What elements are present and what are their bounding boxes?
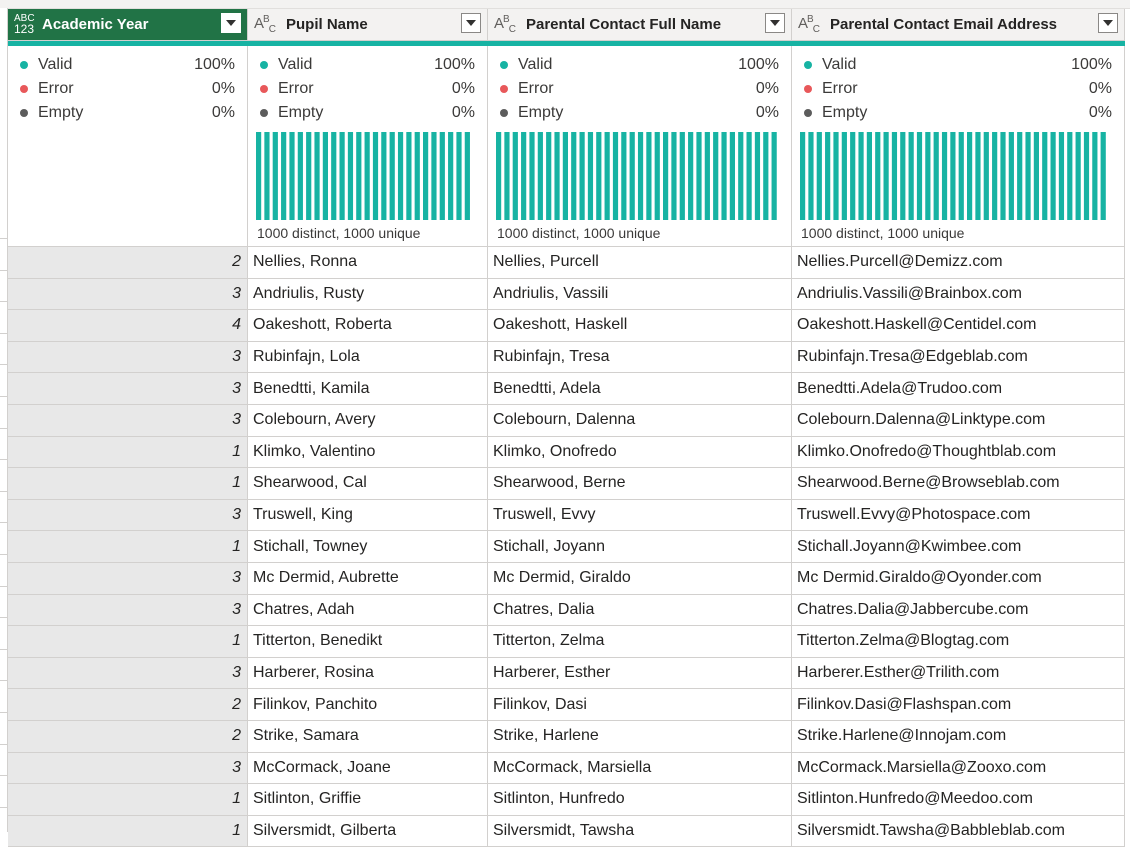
histogram-bar[interactable] bbox=[448, 132, 453, 220]
column-title: Academic Year bbox=[42, 16, 149, 33]
histogram-bar[interactable] bbox=[314, 132, 319, 220]
stat-error: Error 0% bbox=[20, 77, 235, 101]
table-cell[interactable]: Rubinfajn.Tresa@Edgeblab.com bbox=[792, 342, 1125, 374]
histogram-bar[interactable] bbox=[1017, 132, 1022, 220]
gutter-tick bbox=[0, 680, 7, 681]
table-cell[interactable]: McCormack, Marsiella bbox=[488, 753, 792, 785]
histogram-bar[interactable] bbox=[1009, 132, 1014, 220]
histogram-bar[interactable] bbox=[825, 132, 830, 220]
table-cell[interactable]: Andriulis, Vassili bbox=[488, 279, 792, 311]
table-cell[interactable]: Colebourn, Dalenna bbox=[488, 405, 792, 437]
table-cell[interactable]: Harberer, Rosina bbox=[248, 658, 488, 690]
histogram-bar[interactable] bbox=[521, 132, 526, 220]
table-cell[interactable]: Sitlinton, Griffie bbox=[248, 784, 488, 816]
chevron-down-icon bbox=[770, 20, 780, 26]
table-cell[interactable]: Silversmidt, Tawsha bbox=[488, 816, 792, 847]
histogram-bar[interactable] bbox=[1067, 132, 1072, 220]
histogram-bar[interactable] bbox=[1084, 132, 1089, 220]
table-cell[interactable]: McCormack.Marsiella@Zooxo.com bbox=[792, 753, 1125, 785]
table-cell[interactable]: Chatres.Dalia@Jabbercube.com bbox=[792, 595, 1125, 627]
gutter-tick bbox=[0, 554, 7, 555]
histogram-bar[interactable] bbox=[621, 132, 626, 220]
empty-dot-icon bbox=[260, 109, 268, 117]
histogram-bar[interactable] bbox=[373, 132, 378, 220]
histogram-bar[interactable] bbox=[306, 132, 311, 220]
histogram-bar[interactable] bbox=[663, 132, 668, 220]
histogram-bar[interactable] bbox=[588, 132, 593, 220]
table-cell[interactable]: Nellies, Purcell bbox=[488, 247, 792, 279]
error-dot-icon bbox=[500, 85, 508, 93]
table-cell[interactable]: 3 bbox=[8, 342, 248, 374]
column-profile bbox=[792, 46, 1125, 247]
column-academic-year bbox=[8, 9, 248, 847]
column-profile bbox=[8, 46, 248, 247]
histogram-bar[interactable] bbox=[390, 132, 395, 220]
table-cell[interactable]: Strike, Harlene bbox=[488, 721, 792, 753]
histogram-bar[interactable] bbox=[950, 132, 955, 220]
histogram-bar[interactable] bbox=[808, 132, 813, 220]
table-cell[interactable]: Silversmidt.Tawsha@Babbleblab.com bbox=[792, 816, 1125, 847]
gutter-tick bbox=[0, 459, 7, 460]
column-title: Pupil Name bbox=[286, 16, 368, 33]
gutter-tick bbox=[0, 775, 7, 776]
gutter-tick bbox=[0, 522, 7, 523]
filter-dropdown-button[interactable] bbox=[1098, 13, 1118, 33]
table-cell[interactable]: Sitlinton.Hunfredo@Meedoo.com bbox=[792, 784, 1125, 816]
distinct-count: 1000 distinct, 1000 unique bbox=[801, 225, 965, 241]
table-cell[interactable]: McCormack, Joane bbox=[248, 753, 488, 785]
histogram-bar[interactable] bbox=[755, 132, 760, 220]
table-cell[interactable]: Andriulis, Rusty bbox=[248, 279, 488, 311]
table-cell[interactable]: Colebourn.Dalenna@Linktype.com bbox=[792, 405, 1125, 437]
table-cell[interactable]: Rubinfajn, Tresa bbox=[488, 342, 792, 374]
table-cell[interactable]: 1 bbox=[8, 531, 248, 563]
table-cell[interactable]: Shearwood, Cal bbox=[248, 468, 488, 500]
table-cell[interactable]: 2 bbox=[8, 689, 248, 721]
empty-dot-icon bbox=[804, 109, 812, 117]
histogram-bar[interactable] bbox=[1042, 132, 1047, 220]
histogram-bar[interactable] bbox=[638, 132, 643, 220]
any-type-icon[interactable]: ABC 123 bbox=[14, 13, 35, 36]
histogram-bar[interactable] bbox=[646, 132, 651, 220]
histogram-bar[interactable] bbox=[1025, 132, 1030, 220]
error-dot-icon bbox=[20, 85, 28, 93]
column-title: Parental Contact Email Address bbox=[830, 16, 1058, 33]
histogram-bar[interactable] bbox=[747, 132, 752, 220]
column-parental-contact-full-name bbox=[488, 9, 792, 847]
histogram-bar[interactable] bbox=[721, 132, 726, 220]
table-cell[interactable]: 3 bbox=[8, 405, 248, 437]
filter-dropdown-button[interactable] bbox=[461, 13, 481, 33]
histogram-bar[interactable] bbox=[323, 132, 328, 220]
table-cell[interactable]: Strike, Samara bbox=[248, 721, 488, 753]
table-cell[interactable]: Filinkov.Dasi@Flashspan.com bbox=[792, 689, 1125, 721]
histogram-bar[interactable] bbox=[680, 132, 685, 220]
stat-valid: Valid 100% bbox=[804, 53, 1112, 77]
table-cell[interactable]: Rubinfajn, Lola bbox=[248, 342, 488, 374]
row-gutter bbox=[0, 8, 8, 832]
column-profile bbox=[488, 46, 792, 247]
stat-empty: Empty 0% bbox=[500, 101, 779, 125]
histogram-bar[interactable] bbox=[431, 132, 436, 220]
column-profile bbox=[248, 46, 488, 247]
gutter-tick bbox=[0, 586, 7, 587]
table-cell[interactable]: 2 bbox=[8, 247, 248, 279]
table-cell[interactable]: Benedtti, Adela bbox=[488, 373, 792, 405]
histogram-bar[interactable] bbox=[1034, 132, 1039, 220]
table-cell[interactable]: Filinkov, Panchito bbox=[248, 689, 488, 721]
table-cell[interactable]: 3 bbox=[8, 500, 248, 532]
table-cell[interactable]: Shearwood, Berne bbox=[488, 468, 792, 500]
table-cell[interactable]: 3 bbox=[8, 279, 248, 311]
table-cell[interactable]: Colebourn, Avery bbox=[248, 405, 488, 437]
table-cell[interactable]: 1 bbox=[8, 437, 248, 469]
histogram-bar[interactable] bbox=[1092, 132, 1097, 220]
histogram-bar[interactable] bbox=[925, 132, 930, 220]
chevron-down-icon bbox=[466, 20, 476, 26]
stat-valid: Valid 100% bbox=[20, 53, 235, 77]
histogram-bar[interactable] bbox=[850, 132, 855, 220]
histogram-bar[interactable] bbox=[465, 132, 470, 220]
table-cell[interactable]: 1 bbox=[8, 816, 248, 847]
gutter-tick bbox=[0, 428, 7, 429]
histogram-bar[interactable] bbox=[867, 132, 872, 220]
histogram-bar[interactable] bbox=[705, 132, 710, 220]
histogram-bar[interactable] bbox=[884, 132, 889, 220]
table-cell[interactable]: 2 bbox=[8, 721, 248, 753]
histogram-bar[interactable] bbox=[596, 132, 601, 220]
histogram-bar[interactable] bbox=[1000, 132, 1005, 220]
chevron-down-icon bbox=[226, 20, 236, 26]
histogram-bar[interactable] bbox=[546, 132, 551, 220]
column-header-pupil-name[interactable] bbox=[248, 9, 488, 41]
table-cell[interactable]: Mc Dermid, Aubrette bbox=[248, 563, 488, 595]
gutter-tick bbox=[0, 333, 7, 334]
table-cell[interactable]: 3 bbox=[8, 563, 248, 595]
histogram-bar[interactable] bbox=[984, 132, 989, 220]
table-cell[interactable]: Mc Dermid, Giraldo bbox=[488, 563, 792, 595]
column-header-parental-contact-full-name[interactable] bbox=[488, 9, 792, 41]
histogram-bar[interactable] bbox=[289, 132, 294, 220]
histogram-bar[interactable] bbox=[563, 132, 568, 220]
stat-empty: Empty 0% bbox=[804, 101, 1112, 125]
histogram-bar[interactable] bbox=[817, 132, 822, 220]
histogram-bar[interactable] bbox=[504, 132, 509, 220]
table-cell[interactable]: Sitlinton, Hunfredo bbox=[488, 784, 792, 816]
histogram-bar[interactable] bbox=[356, 132, 361, 220]
histogram-bar[interactable] bbox=[909, 132, 914, 220]
histogram-bar[interactable] bbox=[671, 132, 676, 220]
valid-dot-icon bbox=[500, 61, 508, 69]
gutter-tick bbox=[0, 617, 7, 618]
histogram-bar[interactable] bbox=[763, 132, 768, 220]
gutter-tick bbox=[0, 301, 7, 302]
histogram-bar[interactable] bbox=[772, 132, 777, 220]
table-cell[interactable]: Titterton, Benedikt bbox=[248, 626, 488, 658]
histogram-bar[interactable] bbox=[713, 132, 718, 220]
column-values bbox=[488, 247, 792, 847]
histogram-bar[interactable] bbox=[1101, 132, 1106, 220]
histogram-bar[interactable] bbox=[580, 132, 585, 220]
histogram-bar[interactable] bbox=[959, 132, 964, 220]
table-cell[interactable]: Andriulis.Vassili@Brainbox.com bbox=[792, 279, 1125, 311]
histogram-bar[interactable] bbox=[975, 132, 980, 220]
histogram-bar[interactable] bbox=[934, 132, 939, 220]
histogram-bar[interactable] bbox=[281, 132, 286, 220]
column-parental-contact-email-address bbox=[792, 9, 1125, 847]
histogram-bar[interactable] bbox=[696, 132, 701, 220]
histogram-bar[interactable] bbox=[730, 132, 735, 220]
table-cell[interactable]: Stichall, Joyann bbox=[488, 531, 792, 563]
table-cell[interactable]: Oakeshott.Haskell@Centidel.com bbox=[792, 310, 1125, 342]
histogram-bar[interactable] bbox=[415, 132, 420, 220]
column-values bbox=[8, 247, 248, 847]
gutter-tick bbox=[0, 396, 7, 397]
table-cell[interactable]: 4 bbox=[8, 310, 248, 342]
column-header-academic-year[interactable] bbox=[8, 9, 248, 41]
table-cell[interactable]: Mc Dermid.Giraldo@Oyonder.com bbox=[792, 563, 1125, 595]
gutter-tick bbox=[0, 744, 7, 745]
column-values bbox=[792, 247, 1125, 847]
stat-empty: Empty 0% bbox=[20, 101, 235, 125]
histogram-bar[interactable] bbox=[630, 132, 635, 220]
table-cell[interactable]: Truswell, Evvy bbox=[488, 500, 792, 532]
valid-dot-icon bbox=[260, 61, 268, 69]
table-cell[interactable]: Truswell.Evvy@Photospace.com bbox=[792, 500, 1125, 532]
gutter-tick bbox=[0, 649, 7, 650]
stat-error: Error 0% bbox=[804, 77, 1112, 101]
gutter-tick bbox=[0, 238, 7, 239]
distribution-histogram[interactable] bbox=[496, 132, 784, 220]
histogram-bar[interactable] bbox=[273, 132, 278, 220]
histogram-bar[interactable] bbox=[992, 132, 997, 220]
table-cell[interactable]: Nellies, Ronna bbox=[248, 247, 488, 279]
table-cell[interactable]: 1 bbox=[8, 468, 248, 500]
histogram-bar[interactable] bbox=[967, 132, 972, 220]
table-cell[interactable]: Nellies.Purcell@Demizz.com bbox=[792, 247, 1125, 279]
histogram-bar[interactable] bbox=[365, 132, 370, 220]
table-cell[interactable]: Filinkov, Dasi bbox=[488, 689, 792, 721]
distribution-histogram[interactable] bbox=[800, 132, 1112, 220]
histogram-bar[interactable] bbox=[800, 132, 805, 220]
table-cell[interactable]: Klimko, Valentino bbox=[248, 437, 488, 469]
gutter-tick bbox=[0, 364, 7, 365]
table-cell[interactable]: Oakeshott, Roberta bbox=[248, 310, 488, 342]
histogram-bar[interactable] bbox=[1051, 132, 1056, 220]
column-title: Parental Contact Full Name bbox=[526, 16, 722, 33]
histogram-bar[interactable] bbox=[529, 132, 534, 220]
table-cell[interactable]: Chatres, Dalia bbox=[488, 595, 792, 627]
text-type-icon[interactable]: $A^B_C$ bbox=[254, 13, 275, 35]
histogram-bar[interactable] bbox=[842, 132, 847, 220]
distribution-histogram[interactable] bbox=[256, 132, 480, 220]
error-dot-icon bbox=[260, 85, 268, 93]
histogram-bar[interactable] bbox=[348, 132, 353, 220]
histogram-bar[interactable] bbox=[738, 132, 743, 220]
table-cell[interactable]: Chatres, Adah bbox=[248, 595, 488, 627]
table-cell[interactable]: Titterton.Zelma@Blogtag.com bbox=[792, 626, 1125, 658]
table-cell[interactable]: 3 bbox=[8, 373, 248, 405]
table-cell[interactable]: Benedtti, Kamila bbox=[248, 373, 488, 405]
stat-valid: Valid 100% bbox=[260, 53, 475, 77]
histogram-bar[interactable] bbox=[917, 132, 922, 220]
table-cell[interactable]: Harberer.Esther@Trilith.com bbox=[792, 658, 1125, 690]
stat-empty: Empty 0% bbox=[260, 101, 475, 125]
histogram-bar[interactable] bbox=[688, 132, 693, 220]
histogram-bar[interactable] bbox=[331, 132, 336, 220]
histogram-bar[interactable] bbox=[538, 132, 543, 220]
empty-dot-icon bbox=[20, 109, 28, 117]
histogram-bar[interactable] bbox=[456, 132, 461, 220]
error-dot-icon bbox=[804, 85, 812, 93]
empty-dot-icon bbox=[500, 109, 508, 117]
table-cell[interactable]: Shearwood.Berne@Browseblab.com bbox=[792, 468, 1125, 500]
table-cell[interactable]: Truswell, King bbox=[248, 500, 488, 532]
histogram-bar[interactable] bbox=[1059, 132, 1064, 220]
text-type-icon[interactable]: $A^B_C$ bbox=[798, 13, 819, 35]
histogram-bar[interactable] bbox=[858, 132, 863, 220]
table-cell[interactable]: Klimko.Onofredo@Thoughtblab.com bbox=[792, 437, 1125, 469]
histogram-bar[interactable] bbox=[340, 132, 345, 220]
distinct-count: 1000 distinct, 1000 unique bbox=[497, 225, 661, 241]
valid-dot-icon bbox=[804, 61, 812, 69]
chevron-down-icon bbox=[1103, 20, 1113, 26]
histogram-bar[interactable] bbox=[264, 132, 269, 220]
table-cell[interactable]: Stichall.Joyann@Kwimbee.com bbox=[792, 531, 1125, 563]
table-cell[interactable]: 1 bbox=[8, 626, 248, 658]
top-edge bbox=[0, 0, 1130, 9]
stat-error: Error 0% bbox=[260, 77, 475, 101]
column-header-parental-contact-email-address[interactable] bbox=[792, 9, 1125, 41]
stat-error: Error 0% bbox=[500, 77, 779, 101]
table-cell[interactable]: 3 bbox=[8, 658, 248, 690]
table-cell[interactable]: Stichall, Towney bbox=[248, 531, 488, 563]
histogram-bar[interactable] bbox=[406, 132, 411, 220]
table-cell[interactable]: Oakeshott, Haskell bbox=[488, 310, 792, 342]
histogram-bar[interactable] bbox=[256, 132, 261, 220]
table-cell[interactable]: Benedtti.Adela@Trudoo.com bbox=[792, 373, 1125, 405]
histogram-bar[interactable] bbox=[423, 132, 428, 220]
histogram-bar[interactable] bbox=[381, 132, 386, 220]
table-cell[interactable]: Silversmidt, Gilberta bbox=[248, 816, 488, 847]
valid-dot-icon bbox=[20, 61, 28, 69]
filter-dropdown-button[interactable] bbox=[221, 13, 241, 33]
table-cell[interactable]: Strike.Harlene@Innojam.com bbox=[792, 721, 1125, 753]
table-cell[interactable]: Harberer, Esther bbox=[488, 658, 792, 690]
text-type-icon[interactable]: $A^B_C$ bbox=[494, 13, 515, 35]
histogram-bar[interactable] bbox=[655, 132, 660, 220]
histogram-bar[interactable] bbox=[875, 132, 880, 220]
histogram-bar[interactable] bbox=[892, 132, 897, 220]
table-cell[interactable]: Klimko, Onofredo bbox=[488, 437, 792, 469]
table-cell[interactable]: 1 bbox=[8, 784, 248, 816]
histogram-bar[interactable] bbox=[942, 132, 947, 220]
histogram-bar[interactable] bbox=[605, 132, 610, 220]
histogram-bar[interactable] bbox=[1076, 132, 1081, 220]
histogram-bar[interactable] bbox=[900, 132, 905, 220]
filter-dropdown-button[interactable] bbox=[765, 13, 785, 33]
histogram-bar[interactable] bbox=[398, 132, 403, 220]
table-cell[interactable]: 3 bbox=[8, 753, 248, 785]
histogram-bar[interactable] bbox=[833, 132, 838, 220]
gutter-tick bbox=[0, 807, 7, 808]
histogram-bar[interactable] bbox=[613, 132, 618, 220]
table-cell[interactable]: Titterton, Zelma bbox=[488, 626, 792, 658]
histogram-bar[interactable] bbox=[298, 132, 303, 220]
histogram-bar[interactable] bbox=[554, 132, 559, 220]
histogram-bar[interactable] bbox=[571, 132, 576, 220]
table-cell[interactable]: 3 bbox=[8, 595, 248, 627]
distinct-count: 1000 distinct, 1000 unique bbox=[257, 225, 421, 241]
gutter-tick bbox=[0, 270, 7, 271]
column-pupil-name bbox=[248, 9, 488, 847]
histogram-bar[interactable] bbox=[440, 132, 445, 220]
gutter-tick bbox=[0, 712, 7, 713]
stat-valid: Valid 100% bbox=[500, 53, 779, 77]
histogram-bar[interactable] bbox=[513, 132, 518, 220]
gutter-tick bbox=[0, 491, 7, 492]
histogram-bar[interactable] bbox=[496, 132, 501, 220]
column-values bbox=[248, 247, 488, 847]
